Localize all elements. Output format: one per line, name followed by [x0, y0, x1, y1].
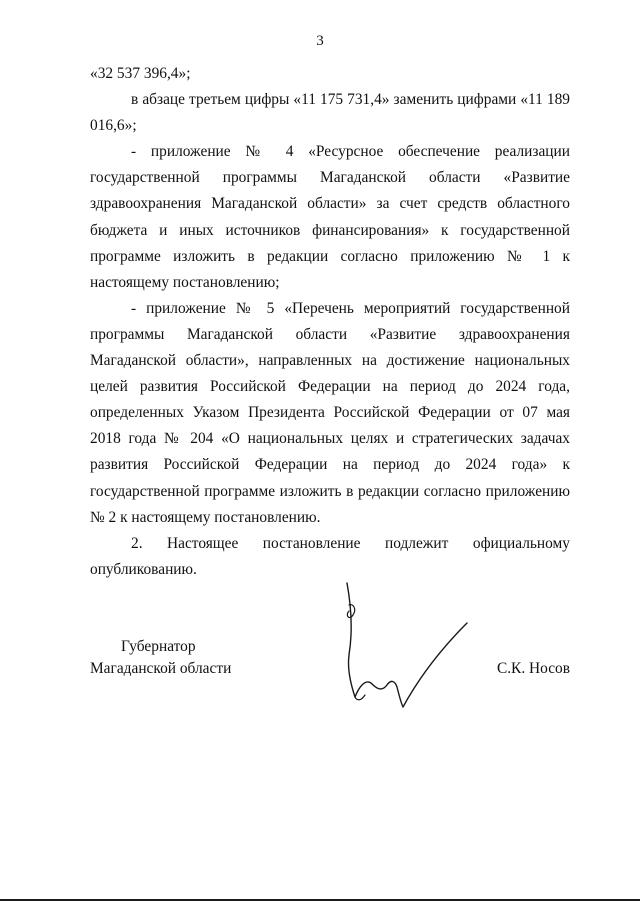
- page-number: 3: [316, 33, 324, 49]
- paragraph-abzac-three: в абзаце третьем цифры «11 175 731,4» заменить цифрами «11 189 016,6»;: [90, 91, 570, 135]
- paragraph-publication: 2. Настоящее постановление подлежит официальному опубликованию.: [90, 534, 570, 578]
- signatory-name: С.К. Носов: [496, 660, 570, 677]
- signatory-title: [90, 636, 231, 680]
- paragraph-appendix-4: - приложение № 4 «Ресурсное обеспечение реализации государственной программы Магаданской области «Развитие здравоохранения Магаданской области» за счет средств областного бюджета и иных источников финансирования» к государственной программе изложить в редакции согласно приложению № 1 к настоящему постановлению;: [90, 143, 570, 291]
- handwritten-signature: [335, 575, 480, 715]
- paragraph-appendix-5: - приложение № 5 «Перечень мероприятий государственной программы Магаданской области «Развитие здравоохранения Магаданской области», направленных на достижение национальных целей развития Российской Федерации на период до 2024 года, определенных Указом Президента Российской Федерации от 07 мая 2018 года № 204 «О национальных целях и стратегических задачах развития Российской Федерации на период до 2024 года» к государственной программе изложить в редакции согласно приложению № 2 к настоящему постановлению.: [90, 299, 570, 526]
- document-body: [90, 61, 570, 583]
- signatory-title-line2: Магаданской области: [90, 660, 232, 677]
- paragraph-amount-continuation: «32 537 396,4»;: [90, 65, 191, 82]
- signatory-title-line1: Губернатор: [121, 638, 196, 655]
- scan-bottom-edge: [0, 899, 640, 901]
